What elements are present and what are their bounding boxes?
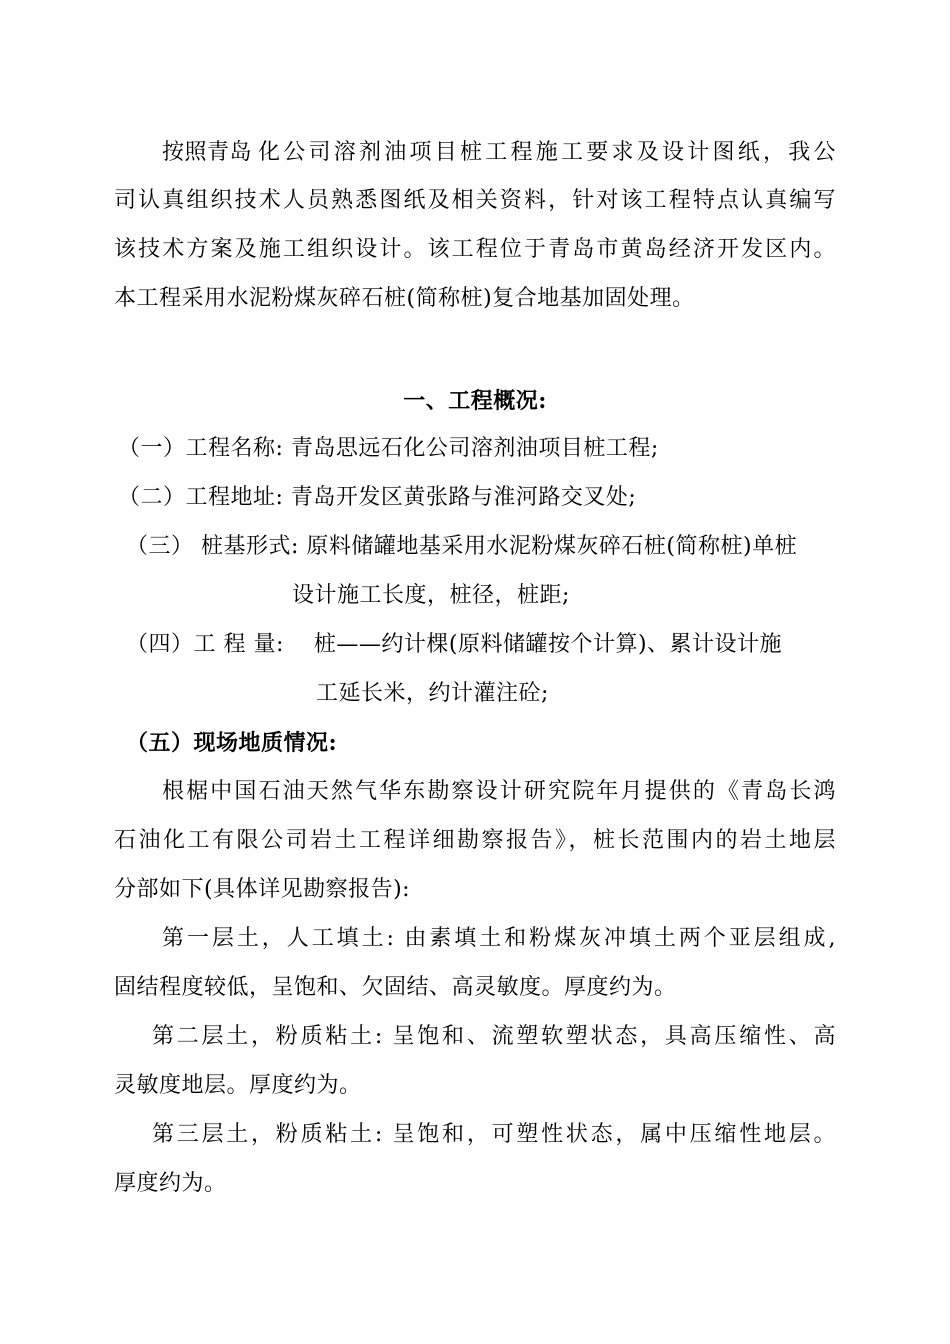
geo-paragraph-line-1	[162, 776, 836, 808]
item-project-address: （二）工程地址: 青岛开发区黄张路与淮河路交叉处;	[118, 485, 637, 510]
intro-line-2-text: 司认真组织技术人员熟悉图纸及相关资料，针对该工程特点认真编写	[114, 188, 836, 213]
layer-1-line-2: 固结程度较低，呈饱和、欠固结、高灵敏度。厚度约为。	[114, 975, 677, 1000]
item-quantity-line-2: 工延长米，约计灌注砼;	[316, 681, 549, 706]
intro-line-4: 本工程采用水泥粉煤灰碎石桩(简称桩)复合地基加固处理。	[114, 286, 695, 311]
geo-paragraph-line-2-text: 石油化工有限公司岩土工程详细勘察报告》，桩长范围内的岩土地层	[114, 828, 836, 853]
layer-2-line-2: 灵敏度地层。厚度约为。	[114, 1073, 362, 1098]
intro-line-3-text: 该技术方案及施工组织设计。该工程位于青岛市黄岛经济开发区内。	[114, 237, 836, 262]
section-heading: 一、工程概况:	[403, 388, 547, 414]
intro-line-1a: 按照青岛	[162, 140, 253, 165]
intro-line-3	[114, 234, 836, 266]
item-quantity-line-1: （四）工 程 量: 桩——约计棵(原料储罐按个计算)、累计设计施	[126, 632, 783, 657]
intro-line-2	[114, 185, 836, 217]
item-geology: （五）现场地质情况:	[126, 730, 338, 756]
item-pile-type-line-1: （三） 桩基形式: 原料储罐地基采用水泥粉煤灰碎石桩(简称桩)单桩	[126, 534, 798, 559]
layer-2-line-1	[152, 1021, 836, 1053]
layer-3-line-1	[152, 1119, 836, 1151]
intro-line-1b	[258, 137, 836, 169]
geo-paragraph-line-3: 分部如下(具体详见勘察报告):	[114, 877, 411, 902]
layer-3-line-1-text: 第三层土，粉质粘土: 呈饱和，可塑性状态，属中压缩性地层。	[152, 1122, 836, 1147]
layer-1-line-1-text: 第一层土，人工填土: 由素填土和粉煤灰冲填土两个亚层组成,	[162, 926, 836, 951]
layer-1-line-1	[162, 923, 836, 955]
item-project-name: （一）工程名称: 青岛思远石化公司溶剂油项目桩工程;	[118, 436, 659, 461]
layer-2-line-1-text: 第二层土，粉质粘土: 呈饱和、流塑软塑状态，具高压缩性、高	[152, 1024, 836, 1049]
item-pile-type-line-2: 设计施工长度，桩径，桩距;	[292, 583, 570, 608]
layer-3-line-2: 厚度约为。	[114, 1171, 227, 1196]
geo-paragraph-line-2	[114, 825, 836, 857]
geo-paragraph-line-1-text: 根椐中国石油天然气华东勘察设计研究院年月提供的《青岛长鸿	[162, 779, 836, 804]
intro-line-1b-text: 化公司溶剂油项目桩工程施工要求及设计图纸，我公	[258, 140, 836, 165]
